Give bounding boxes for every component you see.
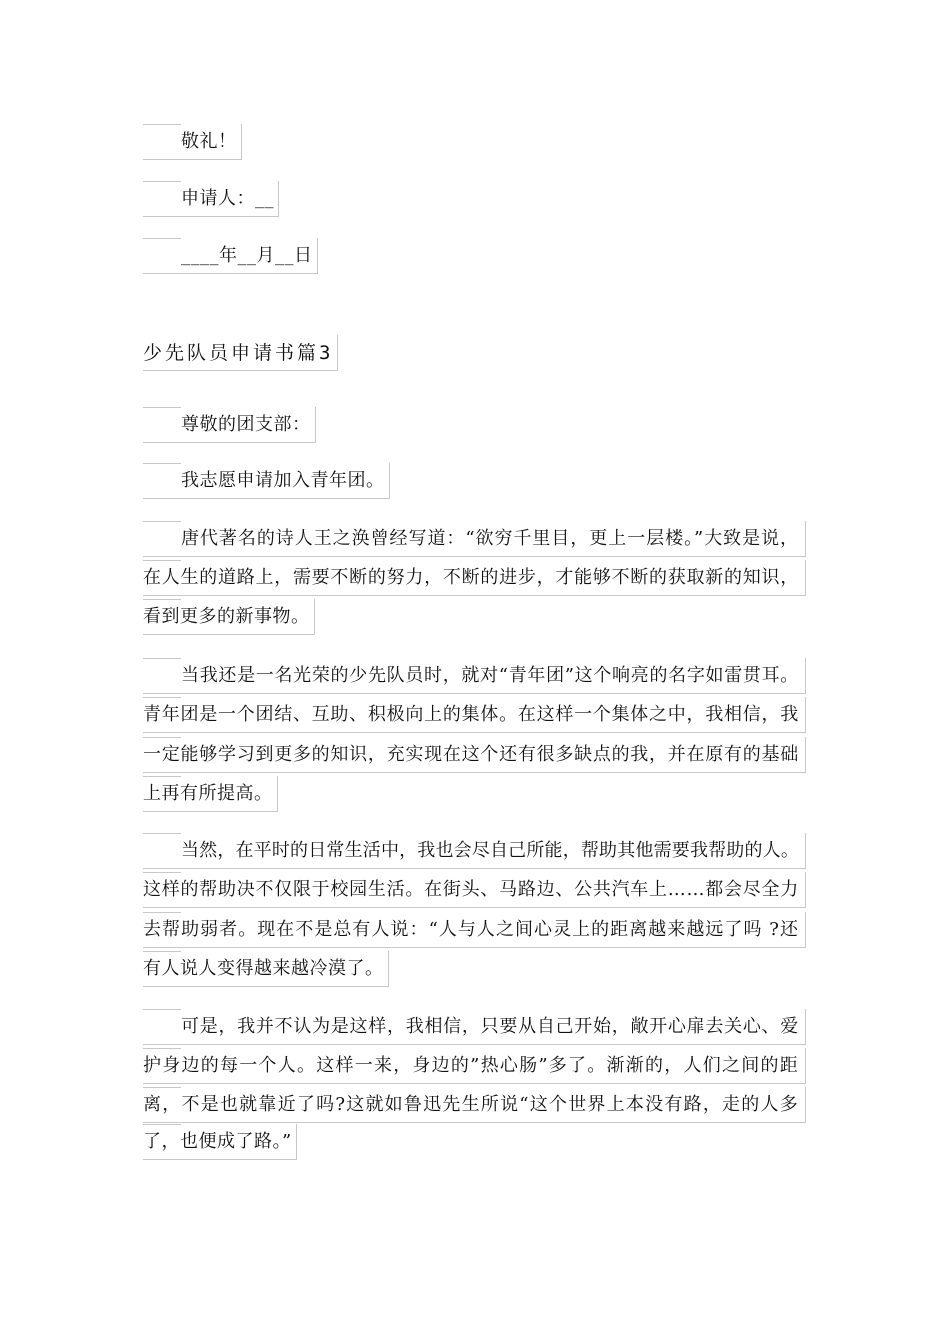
paragraph-line: 可是，我并不认为是这样，我相信，只要从自己开始，敞开心扉去关心、爱	[143, 1009, 806, 1045]
greeting: 尊敬的团支部：	[143, 407, 316, 443]
paragraph-line: 有人说人变得越来越冷漠了。	[143, 951, 389, 987]
paragraph-line: 去帮助弱者。现在不是总有人说：“人与人之间心灵上的距离越来越远了吗 ?还	[143, 912, 806, 948]
closing-salute: 敬礼！	[143, 124, 242, 160]
paragraph-line: 看到更多的新事物。	[143, 599, 315, 635]
paragraph-line: 护身边的每一个人。这样一来，身边的”热心肠”多了。渐渐的，人们之间的距	[143, 1048, 806, 1084]
paragraph-line: 当然，在平时的日常生活中，我也会尽自己所能，帮助其他需要我帮助的人。	[143, 833, 806, 869]
paragraph-line: 这样的帮助决不仅限于校园生活。在街头、马路边、公共汽车上……都会尽全力	[143, 872, 806, 908]
section-title: 少先队员申请书篇3	[143, 335, 338, 371]
paragraph-line: 离，不是也就靠近了吗?这就如鲁迅先生所说“这个世界上本没有路，走的人多	[143, 1087, 806, 1123]
date-line: ____年__月__日	[143, 238, 318, 274]
applicant-line: 申请人：__	[143, 181, 279, 217]
paragraph-line: 唐代著名的诗人王之涣曾经写道：“欲穷千里目，更上一层楼。”大致是说，	[143, 521, 806, 557]
paragraph-line: 在人生的道路上，需要不断的努力，不断的进步，才能够不断的获取新的知识，	[143, 560, 806, 596]
paragraph-line: 了，也便成了路。”	[143, 1124, 297, 1160]
paragraph-line: 一定能够学习到更多的知识，充实现在这个还有很多缺点的我，并在原有的基础	[143, 737, 806, 773]
paragraph-line: 上再有所提高。	[143, 776, 278, 812]
paragraph-line: 青年团是一个团结、互助、积极向上的集体。在这样一个集体之中，我相信，我	[143, 697, 806, 733]
paragraph-line: 我志愿申请加入青年团。	[143, 463, 390, 499]
paragraph-line: 当我还是一名光荣的少先队员时，就对“青年团”这个响亮的名字如雷贯耳。	[143, 658, 806, 694]
